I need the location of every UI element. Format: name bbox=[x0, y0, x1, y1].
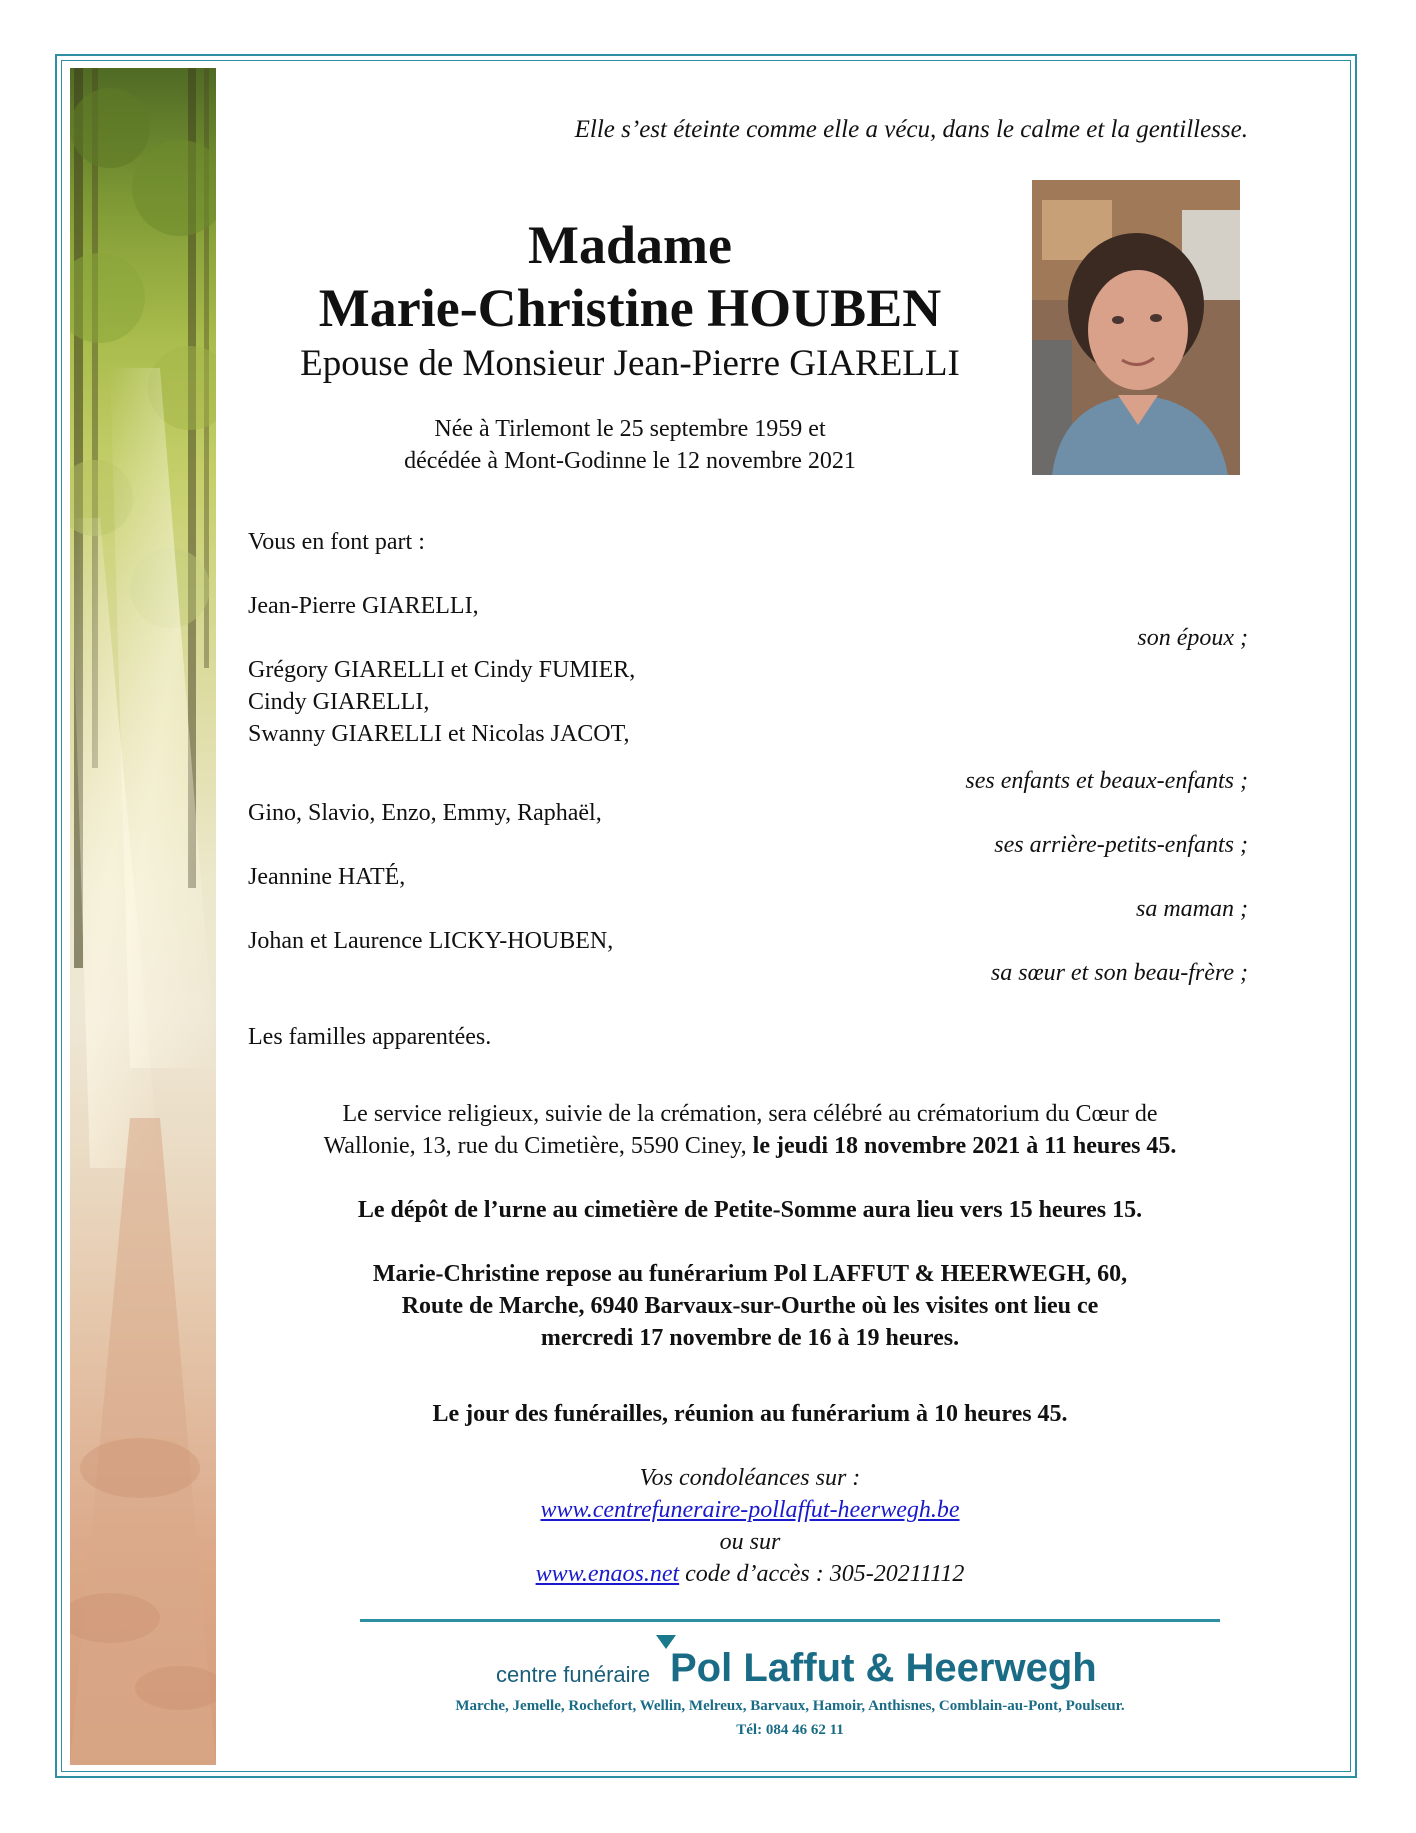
service-date: le jeudi 18 novembre 2021 à 11 heures 45. bbox=[752, 1133, 1177, 1159]
condolences-link-row-2 bbox=[240, 1558, 1260, 1590]
condolences-link-1[interactable]: www.centrefuneraire-pollaffut-heerwegh.be bbox=[540, 1497, 960, 1523]
family-relation: ses arrière-petits-enfants ; bbox=[994, 832, 1248, 858]
urn-deposit: Le dépôt de l’urne au cimetière de Petite-Somme aura lieu vers 15 heures 15. bbox=[357, 1197, 1143, 1223]
funeral-day: Le jour des funérailles, réunion au funérarium à 10 heures 45. bbox=[432, 1401, 1068, 1427]
announcement-intro: Vous en font part : bbox=[248, 529, 425, 555]
honorific: Madame bbox=[528, 215, 732, 275]
service-location: Wallonie, 13, rue du Cimetière, 5590 Ciney, bbox=[323, 1133, 753, 1159]
family-name: Cindy GIARELLI, bbox=[248, 689, 430, 715]
family-relation: ses enfants et beaux-enfants ; bbox=[965, 768, 1248, 794]
family-name: Gino, Slavio, Enzo, Emmy, Raphaël, bbox=[248, 800, 602, 826]
brand-locations: Marche, Jemelle, Rochefort, Wellin, Melreux, Barvaux, Hamoir, Anthisnes, Comblain-au-Pont, Poulseur. bbox=[455, 1698, 1125, 1714]
death-line: décédée à Mont-Godinne le 12 novembre 2021 bbox=[404, 448, 856, 474]
family-name: Jeannine HATÉ, bbox=[248, 864, 406, 890]
family-name: Grégory GIARELLI et Cindy FUMIER, bbox=[248, 657, 636, 683]
opening-quote: Elle s’est éteinte comme elle a vécu, dans le calme et la gentillesse. bbox=[574, 116, 1248, 143]
family-name: Johan et Laurence LICKY-HOUBEN, bbox=[248, 928, 614, 954]
family-name: Jean-Pierre GIARELLI, bbox=[248, 593, 479, 619]
access-code: code d’accès : 305-20211112 bbox=[679, 1561, 965, 1587]
brand-phone: Tél: 084 46 62 11 bbox=[736, 1722, 844, 1738]
family-relation: sa maman ; bbox=[1136, 896, 1248, 922]
forest-path-image bbox=[70, 68, 216, 1765]
condolences-link-row bbox=[240, 1494, 1260, 1526]
brand-label: centre funéraire bbox=[496, 1662, 651, 1687]
brand-name: Pol Laffut & Heerwegh bbox=[670, 1646, 1097, 1690]
rest-line-1: Marie-Christine repose au funérarium Pol LAFFUT & HEERWEGH, 60, bbox=[372, 1261, 1128, 1287]
condolences-intro: Vos condoléances sur : bbox=[639, 1465, 861, 1491]
deceased-name: Marie-Christine HOUBEN bbox=[318, 278, 942, 338]
spouse-line: Epouse de Monsieur Jean-Pierre GIARELLI bbox=[300, 343, 960, 384]
family-relation: sa sœur et son beau-frère ; bbox=[990, 960, 1248, 986]
portrait-photo bbox=[1032, 180, 1240, 475]
family-name: Swanny GIARELLI et Nicolas JACOT, bbox=[248, 721, 630, 747]
condolences-link-2[interactable]: www.enaos.net bbox=[535, 1561, 680, 1587]
service-line-2 bbox=[240, 1130, 1260, 1162]
footer-divider bbox=[360, 1619, 1220, 1622]
condolences-or: ou sur bbox=[719, 1529, 781, 1555]
families-closing: Les familles apparentées. bbox=[248, 1024, 492, 1050]
service-line-1: Le service religieux, suivie de la crémation, sera célébré au crématorium du Cœur de bbox=[342, 1101, 1158, 1127]
rest-line-2: Route de Marche, 6940 Barvaux-sur-Ourthe où les visites ont lieu ce bbox=[401, 1293, 1099, 1319]
family-relation: son époux ; bbox=[1137, 625, 1248, 651]
rest-line-3: mercredi 17 novembre de 16 à 19 heures. bbox=[540, 1325, 960, 1351]
birth-line: Née à Tirlemont le 25 septembre 1959 et bbox=[434, 416, 826, 442]
